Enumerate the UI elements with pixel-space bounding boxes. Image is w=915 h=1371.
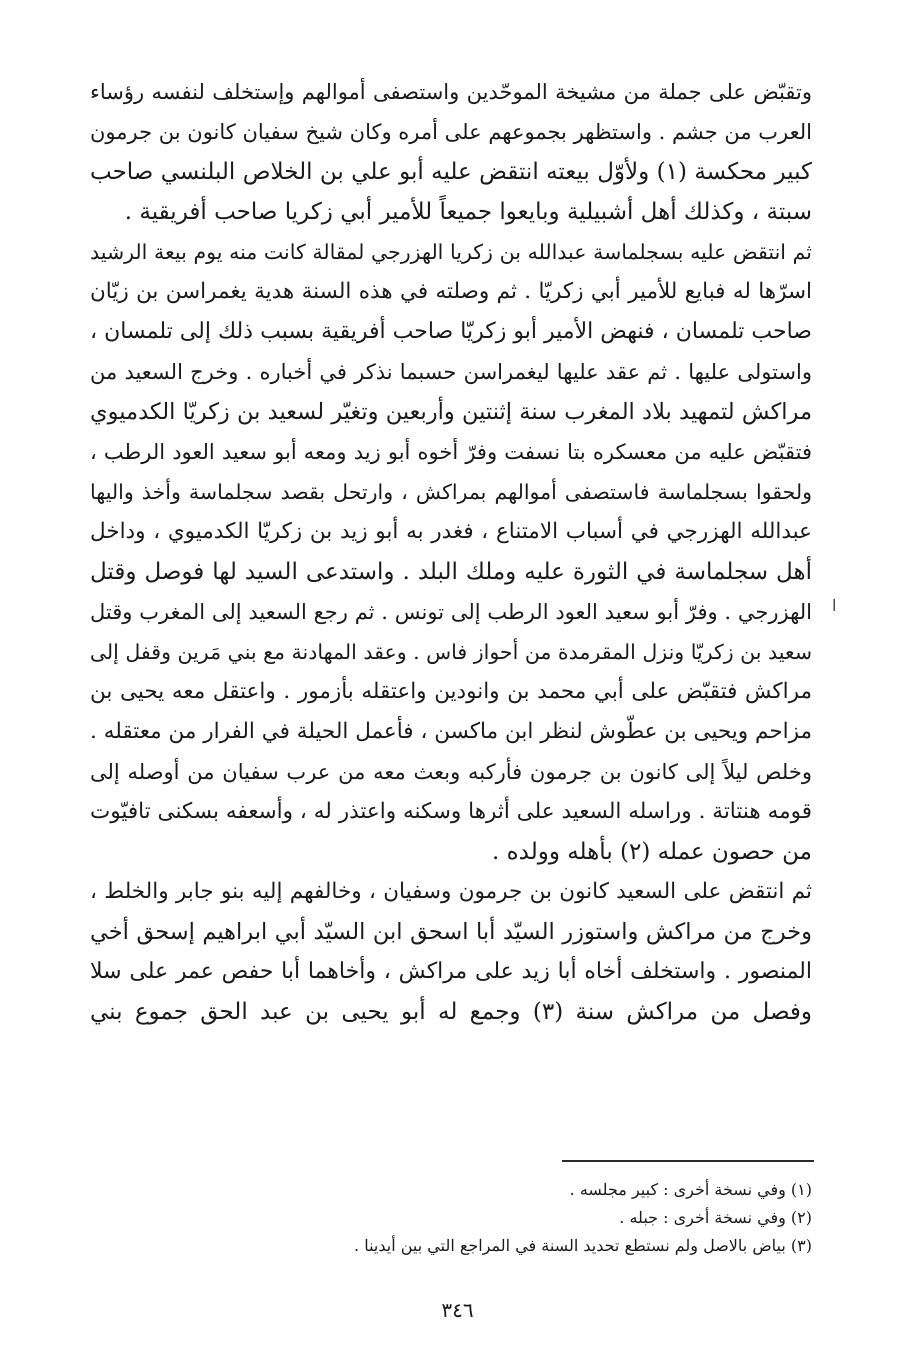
footnotes	[90, 1176, 812, 1260]
footnote-1: (١) وفي نسخة أخرى : كبير مجلسه .	[569, 1180, 812, 1199]
text-line: وخلص ليلاً إلى كانون بن جرمون فأركبه وبعث معه من عرب سفيان من أوصله إلى	[90, 760, 812, 784]
text-line: ثم انتقض على السعيد كانون بن جرمون وسفيان ، وخالفهم إليه بنو جابر والخلط ،	[90, 879, 812, 904]
text-line: عبدالله الهزرجي في أسباب الامتناع ، فغدر به أبو زيد بن زكريّا الكدميوي ، وداخل	[90, 519, 812, 544]
page-number: ٣٤٦	[441, 1298, 474, 1322]
text-line: واستولى عليها . ثم عقد عليها ليغمراسن حسبما نذكر في أخباره . وخرج السعيد من	[90, 360, 812, 384]
footnote-divider	[562, 1160, 814, 1162]
footnote-3: (٣) بياض بالاصل ولم نستطع تحديد السنة في المراجع التي بين أيدينا .	[354, 1236, 812, 1255]
text-line: فتقبّض عليه من معسكره بتا نسفت وفرّ أخوه أبو زيد ومعه أبو سعيد العود الرطب ،	[90, 440, 812, 464]
footnote-2: (٢) وفي نسخة أخرى : جبله .	[619, 1208, 812, 1227]
text-line: من حصون عمله (٢) بأهله وولده .	[491, 839, 812, 865]
text-line: ولحقوا بسجلماسة فاستصفى أموالهم بمراكش ، وارتحل بقصد سجلماسة وأخذ واليها	[90, 480, 812, 504]
main-text	[90, 72, 812, 1032]
text-line: قومه هنتاتة . وراسله السعيد على أثرها وسكنه واعتذر له ، وأسعفه بسكنى تافيّوت	[90, 799, 812, 824]
text-line: العرب من جشم . واستظهر بجموعهم على أمره وكان شيخ سفيان كانون بن جرمون	[90, 120, 812, 144]
text-line: المنصور . واستخلف أخاه أبا زيد على مراكش ، وأخاهما أبا حفص عمر على سلا	[90, 959, 812, 984]
text-line: ثم انتقض عليه بسجلماسة عبدالله بن زكريا الهزرجي لمقالة كانت منه يوم بيعة الرشيد	[90, 240, 812, 264]
margin-mark: ا	[832, 596, 837, 615]
text-line: مراكش فتقبّض على أبي محمد بن وانودين واعتقله بأزمور . واعتقل معه يحيى بن	[90, 679, 812, 704]
text-line: سبتة ، وكذلك أهل أشبيلية وبايعوا جميعاً للأمير أبي زكريا صاحب أفريقية .	[124, 199, 812, 225]
text-line: اسرّها له فبايع للأمير أبي زكريّا . ثم وصلته في هذه السنة هدية يغمراسن بن زيّان	[90, 279, 812, 304]
text-line: صاحب تلمسان ، فنهض الأمير أبو زكريّا صاحب أفريقية بسبب ذلك إلى تلمسان ،	[90, 319, 812, 344]
text-line: الهزرجي . وفرّ أبو سعيد العود الرطب إلى تونس . ثم رجع السعيد إلى المغرب وقتل	[90, 600, 812, 624]
paragraph-3	[90, 872, 812, 1032]
text-line: سعيد بن زكريّا ونزل المقرمدة من أحواز فاس . وعقد المهادنة مع بني مَرين وقفل إلى	[90, 640, 812, 664]
text-line: أهل سجلماسة في الثورة عليه وملك البلد . واستدعى السيد لها فوصل وقتل	[90, 559, 812, 585]
text-line: وفصل من مراكش سنة (٣) وجمع له أبو يحيى بن عبد الحق جموع بني	[90, 999, 812, 1025]
paragraph-2	[90, 232, 812, 872]
paragraph-1	[90, 72, 812, 232]
text-line: وتقبّض على جملة من مشيخة الموحّدين واستصفى أموالهم وإستخلف لنفسه رؤساء	[90, 80, 812, 104]
text-line: مزاحم ويحيى بن عطّوش لنظر ابن ماكسن ، فأعمل الحيلة في الفرار من معتقله .	[90, 719, 812, 744]
text-line: مراكش لتمهيد بلاد المغرب سنة إثنتين وأربعين وتغيّر لسعيد بن زكريّا الكدميوي	[90, 399, 812, 425]
text-line: كبير محكسة (١) ولأوّل بيعته انتقض عليه أبو علي بن الخلاص البلنسي صاحب	[90, 159, 812, 185]
text-line: وخرج من مراكش واستوزر السيّد أبا اسحق ابن السيّد أبي ابراهيم إسحق أخي	[90, 919, 812, 945]
